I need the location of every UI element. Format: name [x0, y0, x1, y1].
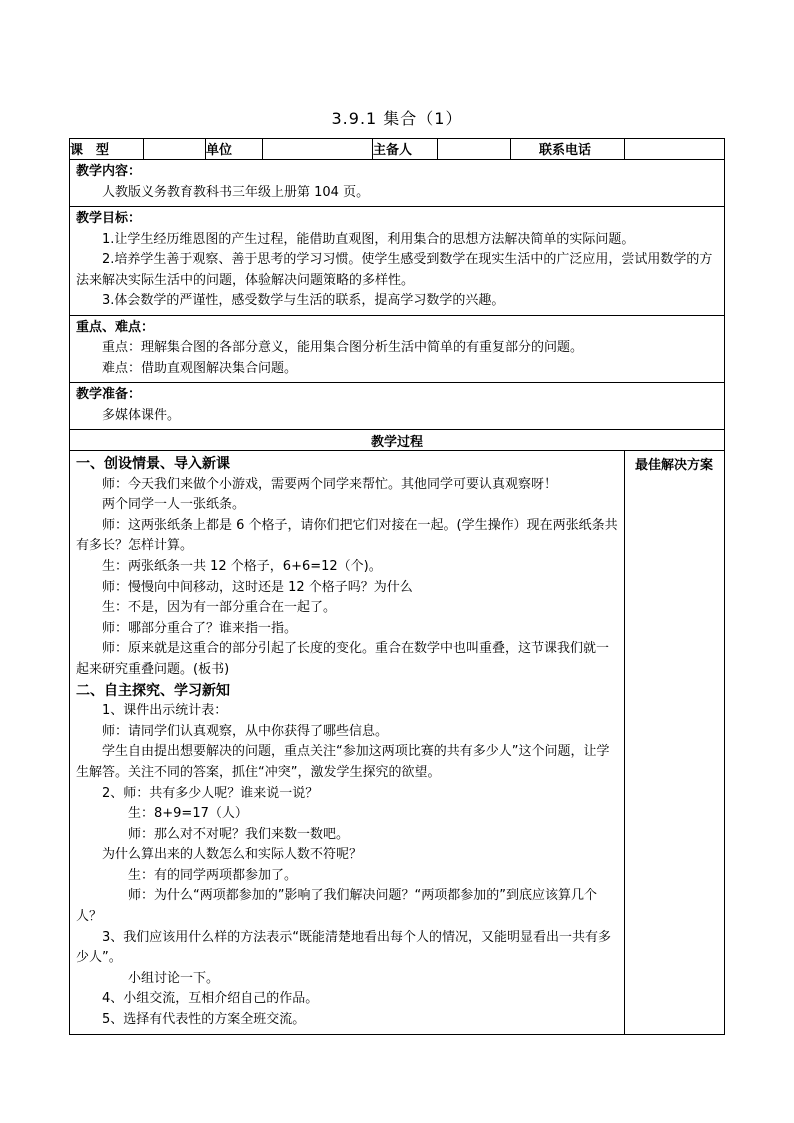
- content-text: 人教版义务教育教科书三年级上册第 104 页。: [102, 184, 370, 200]
- phone-label: 联系电话: [511, 139, 625, 160]
- best-solution-heading: 最佳解决方案: [635, 458, 714, 473]
- prep-heading: 教学准备：: [76, 387, 142, 402]
- page-title: 3.9.1 集合（1）: [331, 109, 463, 128]
- key-points-heading: 重点、难点：: [76, 319, 155, 335]
- type-label: 课 型: [70, 139, 144, 160]
- unit-value: [263, 139, 373, 160]
- best-solution-column: [625, 451, 725, 1035]
- phone-value: [625, 139, 725, 160]
- process-line: 师：这两张纸条上都是 6 个格子，请你们把它们对接在一起。(学生操作）现在两张纸条共有多长？怎样计算。: [76, 517, 618, 554]
- prep-text: 多媒体课件。: [102, 407, 181, 423]
- lead-label: 主备人: [373, 139, 438, 160]
- process-row: [70, 451, 725, 1035]
- process-line: 为什么算出来的人数怎么和实际人数不符呢？: [102, 847, 363, 863]
- process-line: 师：哪部分重合了？谁来指一指。: [102, 620, 298, 636]
- difficult-point: 难点：借助直观图解决集合问题。: [102, 360, 298, 376]
- unit-label: 单位: [206, 139, 263, 160]
- process-line: 生：不是，因为有一部分重合在一起了。: [102, 600, 337, 616]
- prep-row: [70, 383, 725, 430]
- content-row: [70, 160, 725, 207]
- process-line: 3、我们应该用什么样的方法表示“既能清楚地看出每个人的情况，又能明显看出一共有多少人”。: [76, 929, 612, 966]
- process-line: 4、小组交流，互相介绍自己的作品。: [102, 991, 319, 1007]
- process-heading: 教学过程: [70, 430, 725, 451]
- process-line: 小组讨论一下。: [128, 970, 220, 986]
- part1-heading: 一、创设情景、导入新课: [76, 456, 230, 472]
- process-line: 生：有的同学两项都参加了。: [128, 867, 298, 883]
- goal-item: 3.体会数学的严谨性，感受数学与生活的联系，提高学习数学的兴趣。: [102, 293, 505, 308]
- process-line: 生：8+9=17（人）: [128, 806, 248, 822]
- lesson-plan-table: [69, 138, 725, 1035]
- header-row: [70, 139, 725, 160]
- type-value: [144, 139, 206, 160]
- key-point: 重点：理解集合图的各部分意义，能用集合图分析生活中简单的有重复部分的问题。: [102, 340, 584, 355]
- process-line: 师：今天我们来做个小游戏，需要两个同学来帮忙。其他同学可要认真观察呀！: [102, 476, 558, 492]
- process-line: 两个同学一人一张纸条。: [102, 497, 246, 513]
- goal-item: 2.培养学生善于观察、善于思考的学习习惯。使学生感受到数学在现实生活中的广泛应用，尝试用数学的方法来解决实际生活中的问题，体验解决问题策略的多样性。: [76, 252, 713, 288]
- process-line: 师：原来就是这重合的部分引起了长度的变化。重合在数学中也叫重叠，这节课我们就一起来研究重叠问题。(板书): [76, 641, 610, 677]
- content-heading: 教学内容：: [76, 164, 142, 179]
- process-line: 2、师：共有多少人呢？谁来说一说？: [102, 785, 319, 801]
- process-line: 师：那么对不对呢？我们来数一数吧。: [128, 826, 350, 842]
- process-line: 5、选择有代表性的方案全班交流。: [102, 1012, 306, 1028]
- goals-heading: 教学目标：: [76, 211, 142, 226]
- part2-heading: 二、自主探究、学习新知: [76, 682, 230, 699]
- process-heading-row: [70, 430, 725, 451]
- process-line: 师：为什么“两项都参加的”影响了我们解决问题？“两项都参加的”到底应该算几个人？: [76, 888, 597, 925]
- goals-row: [70, 207, 725, 316]
- key-points-row: [70, 315, 725, 383]
- process-line: 师：慢慢向中间移动，这时还是 12 个格子吗？为什么: [102, 579, 413, 595]
- process-line: 学生自由提出想要解决的问题，重点关注“参加这两项比赛的共有多少人”这个问题，让学生解答。关注不同的答案，抓住“冲突”，激发学生探究的欲望。: [76, 744, 610, 780]
- goal-item: 1.让学生经历维恩图的产生过程，能借助直观图，利用集合的思想方法解决简单的实际问题。: [102, 231, 635, 247]
- process-line: 师：请同学们认真观察，从中你获得了哪些信息。: [102, 723, 389, 739]
- process-line: 1、课件出示统计表：: [102, 703, 228, 719]
- lead-value: [438, 139, 511, 160]
- process-line: 生：两张纸条一共 12 个格子，6+6=12（个)。: [102, 558, 382, 574]
